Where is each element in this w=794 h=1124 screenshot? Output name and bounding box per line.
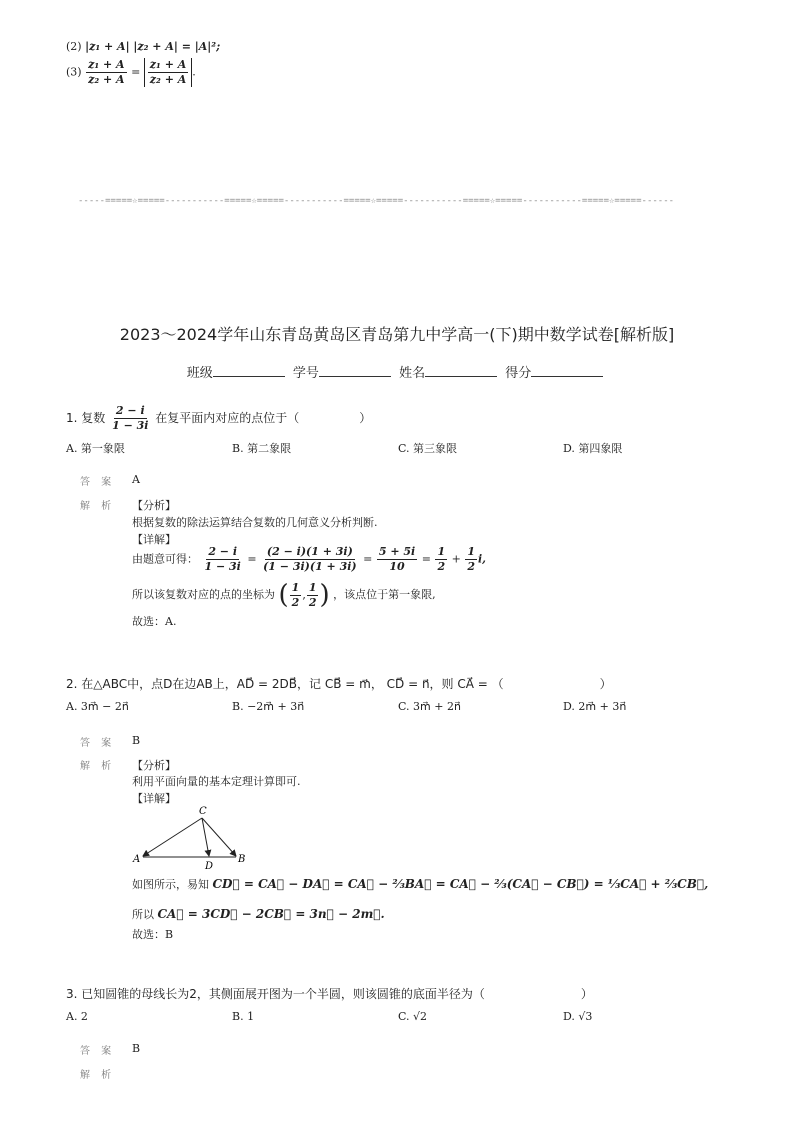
lead-text: 所以 (132, 908, 154, 921)
fraction (148, 58, 188, 87)
denominator: 2 (291, 595, 300, 609)
denominator: 2 (308, 595, 317, 609)
numerator: (2 − i)(1 + 3i) (266, 545, 353, 558)
equals: = (131, 65, 141, 79)
fraction (465, 545, 477, 574)
fraction (110, 404, 150, 433)
q2-option-c: C. 3m⃗ + 2n⃗ (398, 700, 461, 713)
class-blank[interactable] (213, 364, 285, 377)
class-label: 班级 (186, 366, 213, 381)
q2-derivation-line-1 (132, 876, 708, 892)
q3-option-c: C. √2 (398, 1010, 428, 1023)
id-label: 学号 (292, 366, 319, 381)
q2-analysis-text: 利用平面向量的基本定理计算即可. (132, 775, 301, 788)
id-blank[interactable] (319, 364, 391, 377)
page-title: 2023～2024学年山东青岛黄岛区青岛第九中学高一(下)期中数学试卷[解析版] (119, 325, 675, 344)
q1-option-b: B. 第二象限 (232, 442, 292, 455)
vector-cb (202, 818, 236, 856)
vector-cd (202, 818, 209, 856)
denominator: z₂ + A (88, 73, 125, 86)
numerator: z₁ + A (88, 58, 125, 71)
plus: + (451, 552, 461, 566)
fraction (203, 545, 243, 574)
item-number: (3) (66, 65, 82, 79)
abs-bars (144, 58, 192, 87)
question-1-stem (66, 404, 371, 433)
q1-answer: A (132, 473, 140, 486)
analysis-label: 解 析 (80, 761, 116, 772)
denominator: 10 (389, 560, 405, 573)
label-b: B (238, 854, 246, 865)
fraction (261, 545, 359, 574)
stem-text: 1. 复数 (66, 411, 106, 425)
tail-text: ，该点位于第一象限, (333, 588, 436, 601)
label-d: D (205, 861, 214, 872)
q1-option-a: A. 第一象限 (66, 442, 125, 455)
imag-unit: i, (477, 552, 486, 566)
fraction (307, 581, 319, 610)
denominator: 1 − 3i (112, 419, 149, 432)
period: . (192, 65, 196, 79)
name-blank[interactable] (425, 364, 497, 377)
denominator: 2 (467, 560, 475, 573)
equals: = (247, 552, 257, 566)
separator-line: -----=====☆=====-----------=====☆=====-----------=====☆=====-----------=====☆=====-----------=====☆=====------ (78, 196, 675, 206)
formula: CD⃗ = CA⃗ − DA⃗ = CA⃗ − ⅔BA⃗ = CA⃗ − ⅔(CA⃗ − CB⃗) = ⅓CA⃗ + ⅔CB⃗, (212, 877, 709, 891)
denominator: 1 − 3i (204, 560, 241, 573)
vector-ca (143, 818, 202, 856)
q1-detail-formula (132, 545, 486, 574)
q2-conclusion: 故选：B (132, 928, 174, 941)
label-a: A (133, 854, 141, 865)
q3-option-d: D. √3 (563, 1010, 593, 1023)
numerator: 1 (308, 580, 317, 594)
fraction (435, 545, 447, 574)
q2-answer: B (132, 734, 141, 747)
numerator: 1 (467, 545, 475, 558)
denominator: 2 (437, 560, 446, 573)
student-info-line (0, 362, 794, 381)
answer-label: 答 案 (80, 1046, 116, 1057)
lead-text: 由题意可得： (132, 552, 198, 566)
q2-option-b: B. −2m⃗ + 3n⃗ (232, 700, 305, 713)
numerator: 1 (437, 545, 446, 558)
q1-coordinate-line: 所以该复数对应的点的坐标为 ( $\frac{1}{2}$ , $\frac{1}{2}$ ) ，该点位于第一象限, (132, 580, 436, 610)
q2-analysis-head: 【分析】 (132, 759, 176, 772)
score-blank[interactable] (531, 364, 603, 377)
q3-option-b: B. 1 (232, 1010, 255, 1023)
name-label: 姓名 (399, 366, 426, 381)
top-item-3 (66, 58, 196, 87)
analysis-label: 解 析 (80, 1070, 116, 1081)
left-paren: ( (278, 580, 289, 610)
item-number: (2) (66, 40, 82, 53)
q2-detail-head: 【详解】 (132, 792, 176, 805)
formula: CA⃗ = 3CD⃗ − 2CB⃗ = 3n⃗ − 2m⃗. (157, 907, 385, 921)
equals: = (421, 552, 431, 566)
fraction (377, 545, 417, 574)
score-label: 得分 (505, 366, 532, 381)
q3-option-a: A. 2 (66, 1010, 88, 1023)
fraction (290, 581, 302, 610)
formula: |z₁ + A| |z₂ + A| = |A|²; (85, 40, 221, 53)
q2-option-a: A. 3m⃗ − 2n⃗ (66, 700, 129, 713)
q3-answer: B (132, 1042, 141, 1055)
answer-label: 答 案 (80, 738, 116, 749)
fraction (86, 58, 126, 87)
numerator: 2 − i (208, 545, 238, 558)
lead-text: 如图所示，易知 (132, 878, 209, 891)
q1-analysis-head: 【分析】 (132, 499, 176, 512)
denominator: z₂ + A (149, 73, 187, 86)
stem-text: 在复平面内对应的点位于（ ） (155, 411, 372, 425)
q1-detail-head: 【详解】 (132, 533, 176, 546)
lead-text: 所以该复数对应的点的坐标为 (132, 588, 275, 601)
denominator: (1 − 3i)(1 + 3i) (263, 560, 357, 573)
right-paren: ) (319, 580, 330, 610)
numerator: 5 + 5i (378, 545, 416, 558)
q1-conclusion: 故选：A. (132, 615, 177, 628)
answer-label: 答 案 (80, 477, 116, 488)
numerator: z₁ + A (149, 58, 187, 71)
analysis-label: 解 析 (80, 501, 116, 512)
q2-derivation-line-2 (132, 906, 385, 922)
question-2-stem: 2. 在△ABC中，点D在边AB上，AD⃗ = 2DB⃗，记 CB⃗ = m⃗， CD⃗ = n⃗，则 CA⃗ = （ ） (66, 677, 612, 691)
triangle-figure (130, 802, 250, 872)
q1-option-d: D. 第四象限 (563, 442, 623, 455)
question-3-stem: 3. 已知圆锥的母线长为2，其侧面展开图为一个半圆，则该圆锥的底面半径为（ ） (66, 987, 593, 1001)
q1-analysis-text: 根据复数的除法运算结合复数的几何意义分析判断. (132, 516, 378, 529)
q2-option-d: D. 2m⃗ + 3n⃗ (563, 700, 627, 713)
top-item-2 (66, 40, 220, 53)
numerator: 1 (291, 580, 300, 594)
numerator: 2 − i (115, 404, 145, 417)
label-c: C (199, 806, 207, 817)
q1-option-c: C. 第三象限 (398, 442, 458, 455)
equals: = (363, 552, 373, 566)
